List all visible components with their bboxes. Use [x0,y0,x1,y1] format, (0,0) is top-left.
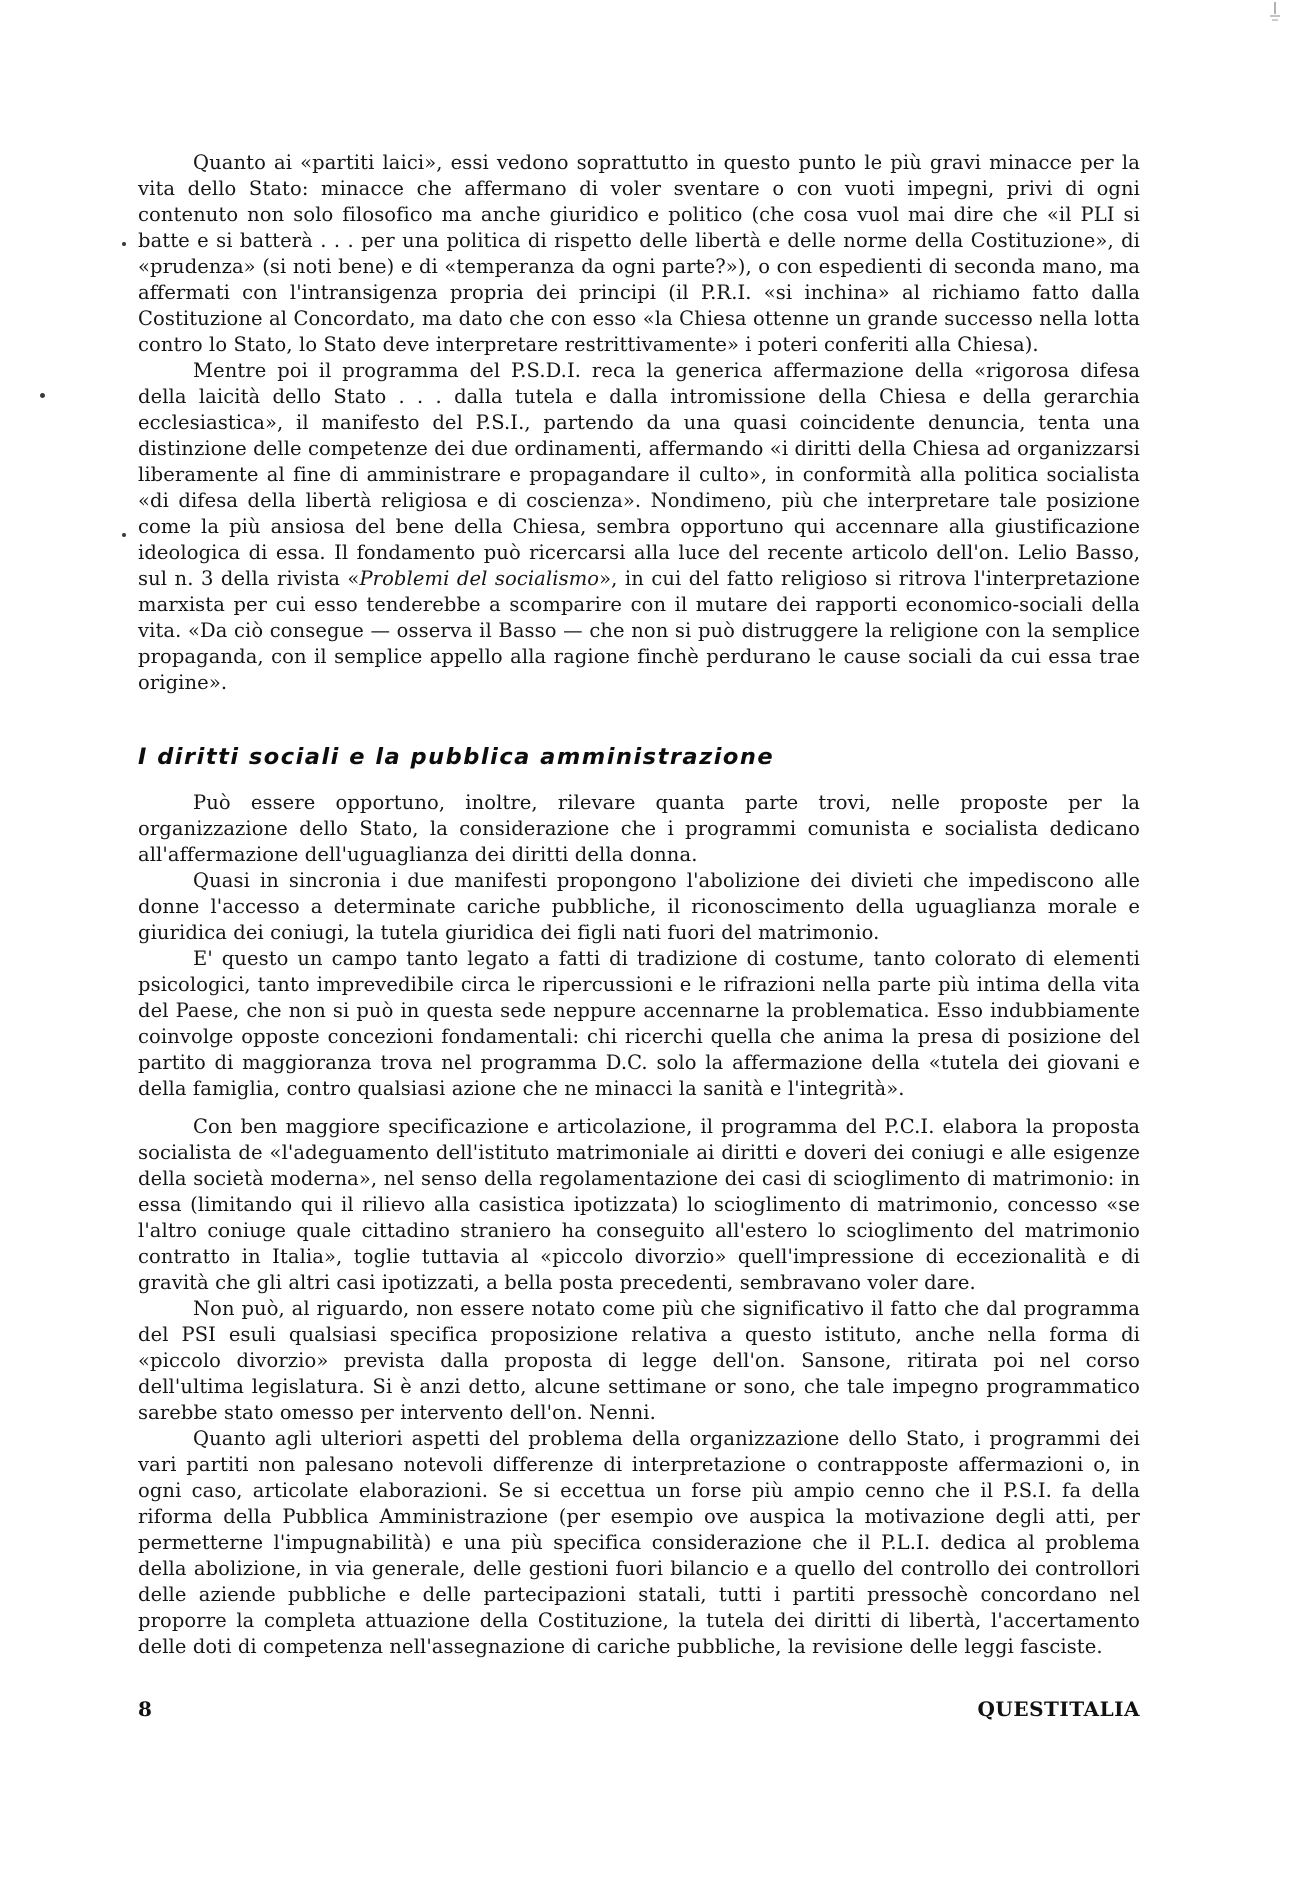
margin-speck [40,393,45,398]
paragraph: Non può, al riguardo, non essere notato come più che significativo il fatto che dal programma del PSI esuli qualsiasi specifica proposizione relativa a questo istituto, anche nella forma di «piccolo divorzio» prevista dalla proposta di legge dell'on. Sansone, ritirata poi nel corso dell'ultima legislatura. Si è anzi detto, alcune settimane or sono, che tale impegno programmatico sarebbe stato omesso per intervento dell'on. Nenni. [138,1297,1140,1424]
margin-speck [122,533,126,537]
paragraph: Quasi in sincronia i due manifesti propongono l'abolizione dei divieti che impediscono alle donne l'accesso a determinate cariche pubbliche, il riconoscimento della uguaglianza morale e giuridica dei coniugi, la tutela giuridica dei figli nati fuori del matrimonio. [138,869,1140,944]
scan-corner-mark [1268,2,1282,24]
paragraph-text: Mentre poi il programma del P.S.D.I. reca la generica affermazione della «rigorosa difesa della laicità dello Stato . . . dalla tutela e dalla intromissione della Chiesa e della gerarchia ecclesiastica», il manifesto del P.S.I., partendo da una quasi coincidente denuncia, tenta una distinzione delle competenze dei due ordinamenti, affermando «i diritti della Chiesa ad organizzarsi liberamente al fine di amministrare e propagandare il culto», in conformità alla politica socialista «di difesa della libertà religiosa e di coscienza». Nondimeno, più che interpretare tale posizione come la più ansiosa del bene della Chiesa, sembra opportuno qui accennare alla giustificazione ideologica di essa. Il fondamento può ricercarsi alla luce del recente articolo dell'on. Lelio Basso, sul n. 3 della rivista « [138,359,1140,590]
paragraph: E' questo un campo tanto legato a fatti di tradizione di costume, tanto colorato di elementi psicologici, tanto imprevedibile circa le ripercussioni e le rifrazioni nella parte più intima della vita del Paese, che non si può in questa sede neppure accennarne la problematica. Esso indubbiamente coinvolge opposte concezioni fondamentali: chi ricerchi quella che anima la presa di posizione del partito di maggioranza trova nel programma D.C. solo la affermazione della «tutela dei giovani e della famiglia, contro qualsiasi azione che ne minacci la sanità e l'integrità». [138,947,1140,1100]
journal-name: QUESTITALIA [977,1697,1140,1721]
paragraph: Quanto agli ulteriori aspetti del problema della organizzazione dello Stato, i programmi dei vari partiti non palesano notevoli differenze di interpretazione o contrapposte affermazioni o, in ogni caso, articolate elaborazioni. Se si eccettua un forse più ampio cenno che il P.S.I. fa della riforma della Pubblica Amministrazione (per esempio ove auspica la motivazione degli atti, per permetterne l'impugnabilità) e una più specifica considerazione che il P.L.I. dedica al problema della abolizione, in via generale, delle gestioni fuori bilancio e a quello del controllo dei controllori delle aziende pubbliche e delle partecipazioni statali, tutti i partiti pressochè concordano nel proporre la completa attuazione della Costituzione, la tutela dei diritti di libertà, l'accertamento delle doti di competenza nell'assegnazione di cariche pubbliche, la revisione delle leggi fasciste. [138,1427,1140,1658]
margin-speck [122,242,126,246]
article-body [138,150,1140,1660]
section-heading: I diritti sociali e la pubblica amministrazione [138,744,775,770]
page-number: 8 [138,1697,152,1721]
paragraph [138,358,1140,696]
paragraph [138,150,1140,358]
paragraph-text: Quanto ai «partiti laici», essi vedono soprattutto in questo punto le più gravi minacce per la vita dello Stato: minacce che affermano di voler sventare o con vuoti impegni, privi di ogni contenuto non solo filosofico ma anche giuridico e politico (che cosa vuol mai dire che «il PLI si batte e si batterà . . . per una politica di rispetto delle libertà e delle norme della Costituzione», di «prudenza» (si noti bene) e di «temperanza da ogni parte?»), o con espedienti di seconda mano, ma affermati con l'intransigenza propria dei principi (il P.R.I. «si inchina» al richiamo fatto dalla Costituzione al Concordato, ma dato che con esso «la Chiesa ottenne un grande successo nella lotta contro lo Stato, lo Stato deve interpretare restrittivamente» i poteri conferiti alla Chiesa). [138,151,1140,356]
paragraph: Con ben maggiore specificazione e articolazione, il programma del P.C.I. elabora la proposta socialista de «l'adeguamento dell'istituto matrimoniale ai diritti e doveri dei coniugi e alle esigenze della società moderna», nel senso della regolamentazione dei casi di scioglimento di matrimonio: in essa (limitando qui il rilievo alla casistica ipotizzata) lo scioglimento di matrimonio, concesso «se l'altro coniuge quale cittadino straniero ha conseguito all'estero lo scioglimento del matrimonio contratto in Italia», toglie tuttavia al «piccolo divorzio» quell'impressione di eccezionalità e di gravità che gli altri casi ipotizzati, a bella posta precedenti, sembravano voler dare. [138,1115,1140,1294]
paragraph: Può essere opportuno, inoltre, rilevare quanta parte trovi, nelle proposte per la organizzazione dello Stato, la considerazione che i programmi comunista e socialista dedicano all'affermazione dell'uguaglianza dei diritti della donna. [138,791,1140,866]
journal-title-italic: Problemi del socialismo [359,567,600,590]
paragraph-text: », in cui del fatto religioso si ritrova l'interpretazione marxista per cui esso tenderebbe a scomparire con il mutare dei rapporti economico-sociali della vita. «Da ciò consegue — osserva il Basso — che non si può distruggere la religione con la semplice propaganda, con il semplice appello alla ragione finchè perdurano le cause sociali da cui essa trae origine». [138,567,1140,694]
